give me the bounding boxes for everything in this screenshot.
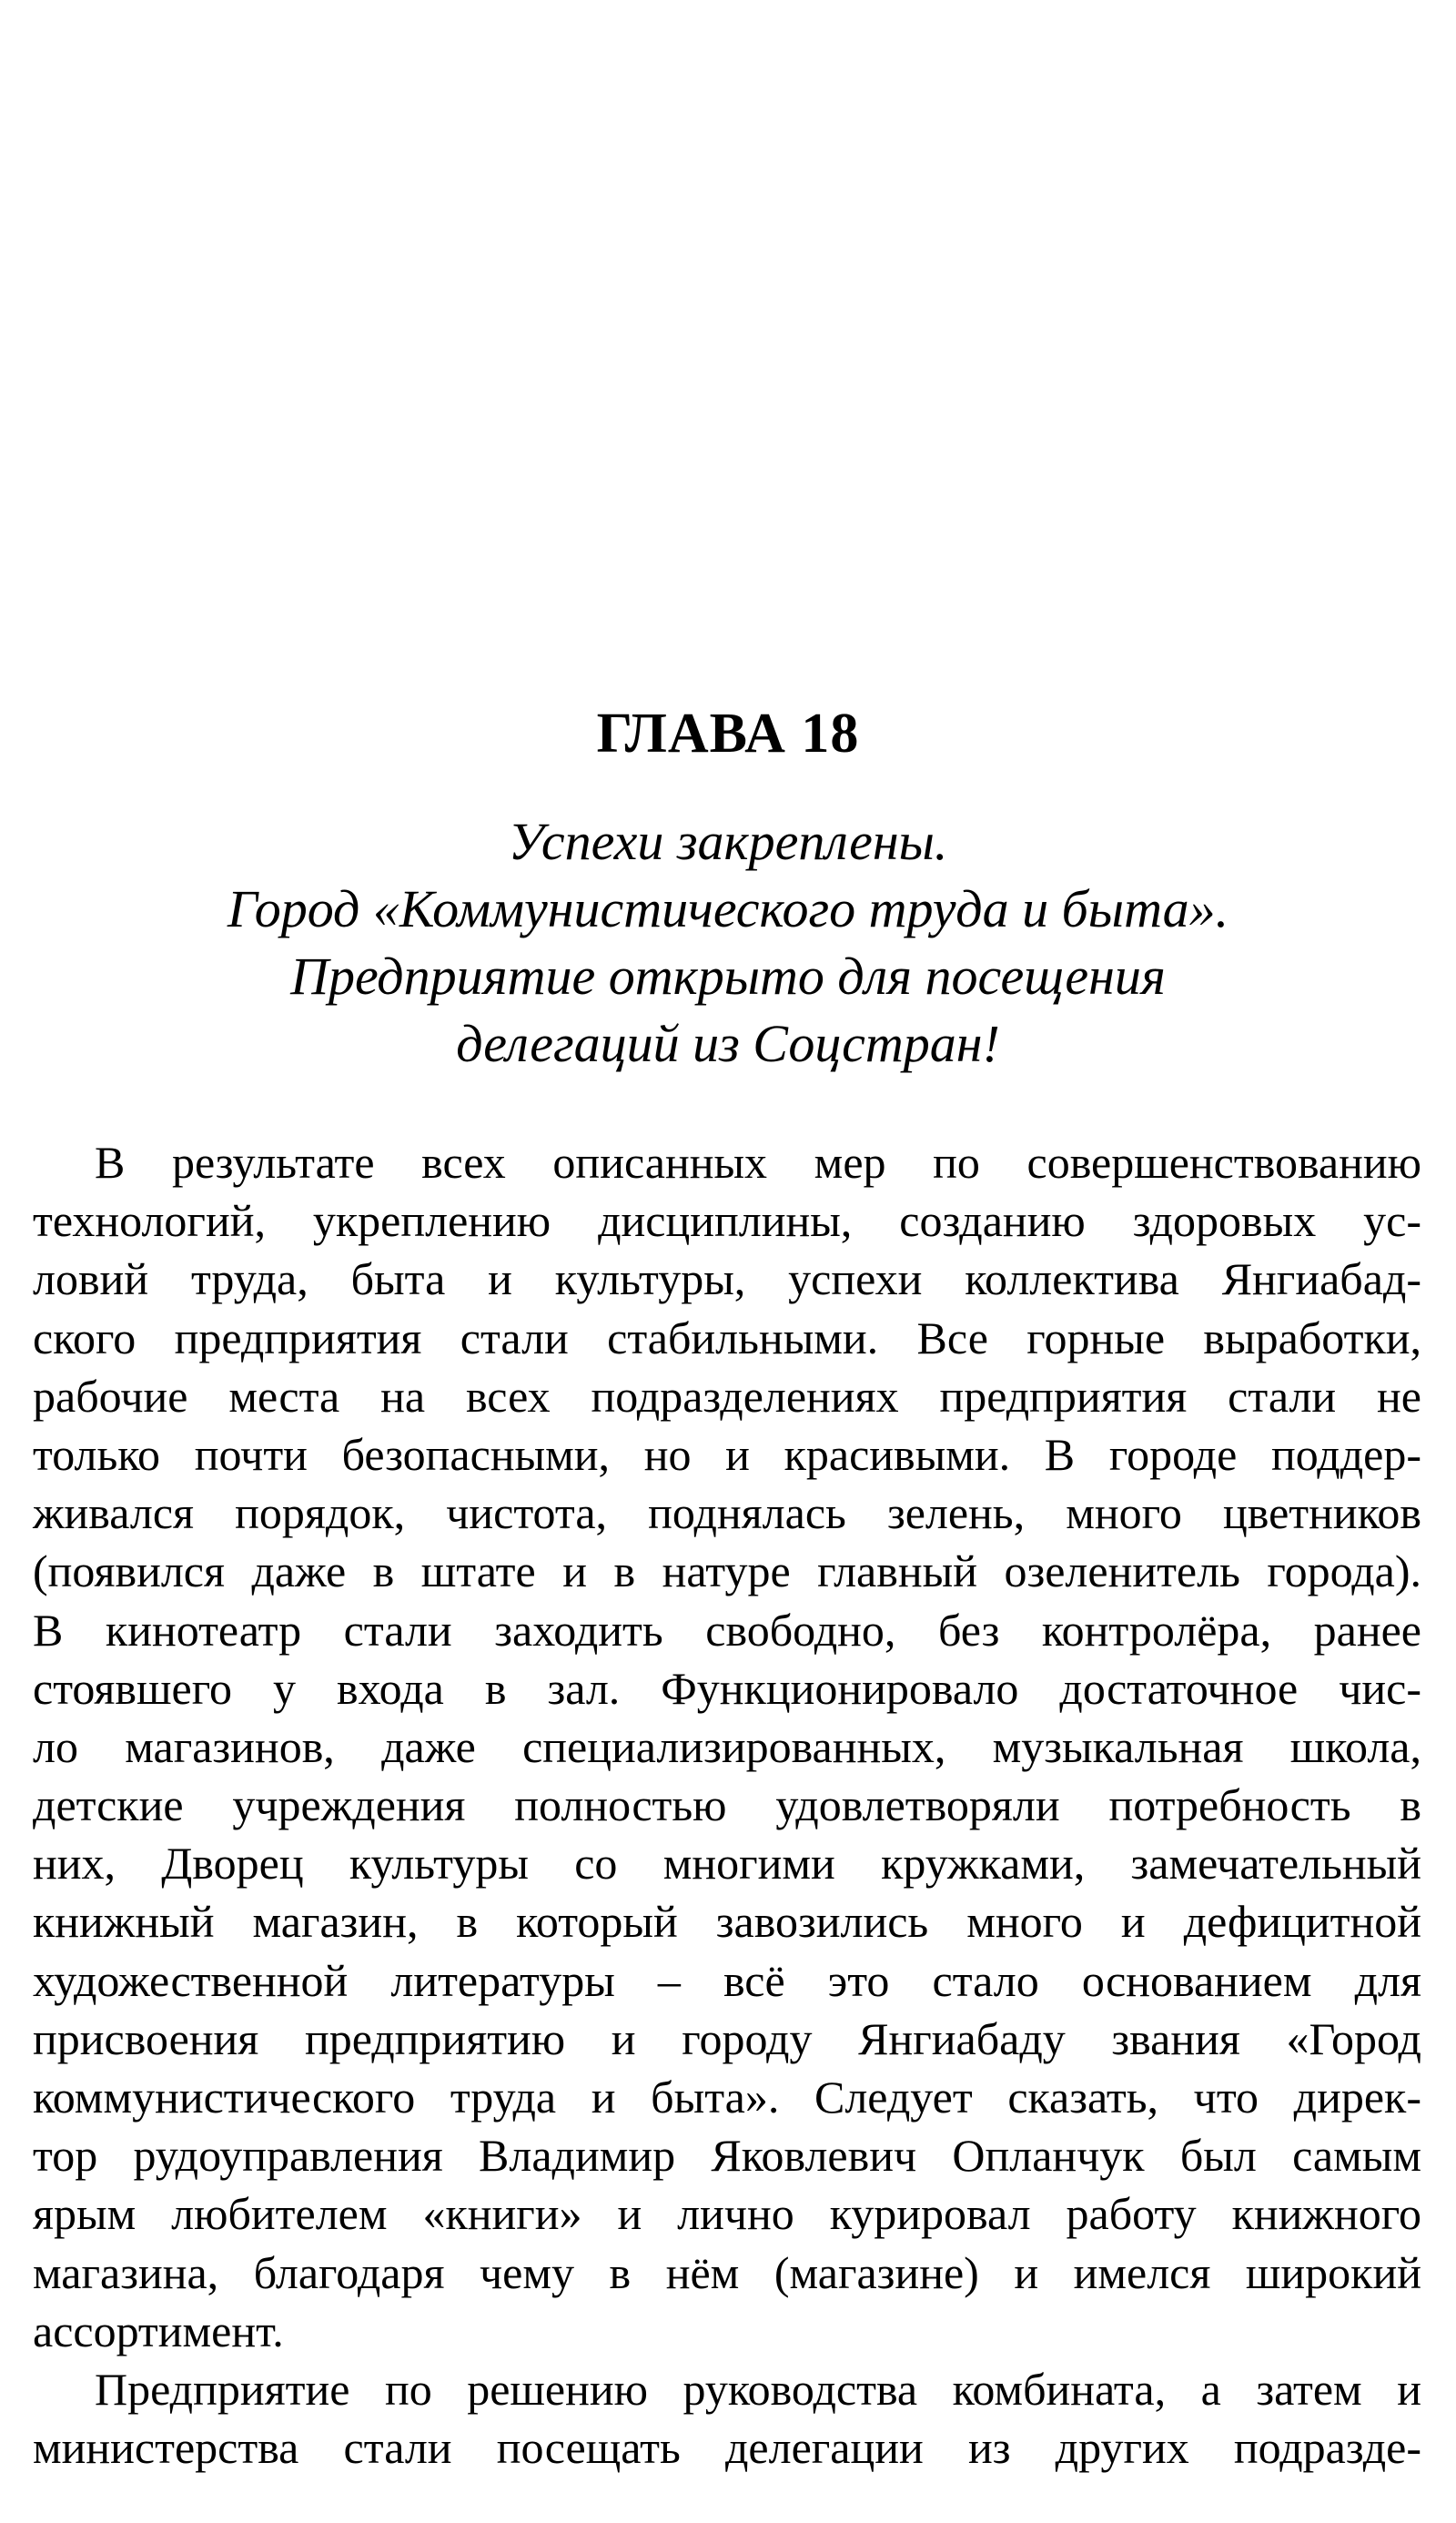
subtitle-line: Город «Коммунистического труда и быта». (227, 879, 1229, 938)
text-line: ассортимент. (33, 2305, 284, 2356)
subtitle-line: Предприятие открыто для посещения (290, 947, 1166, 1006)
text-line: присвоения предприятию и городу Янгиабаду звания «Город (33, 2012, 1421, 2064)
text-line: коммунистического труда и быта». Следует сказать, что дирек- (33, 2072, 1421, 2123)
text-line: магазина, благодаря чему в нём (магазине) и имелся широкий (33, 2246, 1421, 2298)
text-line: ло магазинов, даже специализированных, музыкальная школа, (33, 1720, 1421, 1772)
text-line: Предприятие по решению руководства комбината, а затем и (95, 2363, 1421, 2415)
subtitle-line: Успехи закреплены. (508, 812, 948, 871)
text-line: книжный магазин, в который завозились много и дефицитной (33, 1896, 1421, 1948)
text-line: детские учреждения полностью удовлетворяли потребность в (33, 1779, 1421, 1831)
text-line: только почти безопасными, но и красивыми. В городе поддер- (33, 1428, 1421, 1480)
paragraph (33, 2360, 1421, 2477)
chapter-subtitle (91, 808, 1365, 1078)
text-line: ловий труда, быта и культуры, успехи коллектива Янгиабад- (33, 1253, 1421, 1305)
text-line: (появился даже в штате и в натуре главный озеленитель города). (33, 1545, 1421, 1597)
text-line: рабочие места на всех подразделениях предприятия стали не (33, 1370, 1421, 1422)
text-line: художественной литературы – всё это стало основанием для (33, 1954, 1421, 2006)
chapter-title: ГЛАВА 18 (596, 703, 860, 765)
text-line: ярым любителем «книги» и лично курировал работу книжного (33, 2188, 1421, 2240)
text-line: В кинотеатр стали заходить свободно, без контролёра, ранее (33, 1604, 1421, 1656)
text-line: живался порядок, чистота, поднялась зелень, много цветников (33, 1487, 1421, 1539)
text-line: них, Дворец культуры со многими кружками, замечательный (33, 1838, 1421, 1890)
text-line: министерства стали посещать делегации из других подразде- (33, 2422, 1421, 2474)
subtitle-line: делегаций из Соцстран! (456, 1014, 1000, 1073)
text-line: В результате всех описанных мер по совершенствованию (95, 1137, 1421, 1188)
text-line: стоявшего у входа в зал. Функционировало достаточное чис- (33, 1662, 1421, 1714)
text-line: технологий, укреплению дисциплины, созданию здоровых ус- (33, 1195, 1421, 1247)
body-text (33, 1133, 1421, 2477)
text-line: ского предприятия стали стабильными. Все горные выработки, (33, 1312, 1421, 1363)
paragraph (33, 1133, 1421, 2360)
text-line: тор рудоуправления Владимир Яковлевич Опланчук был самым (33, 2130, 1421, 2182)
